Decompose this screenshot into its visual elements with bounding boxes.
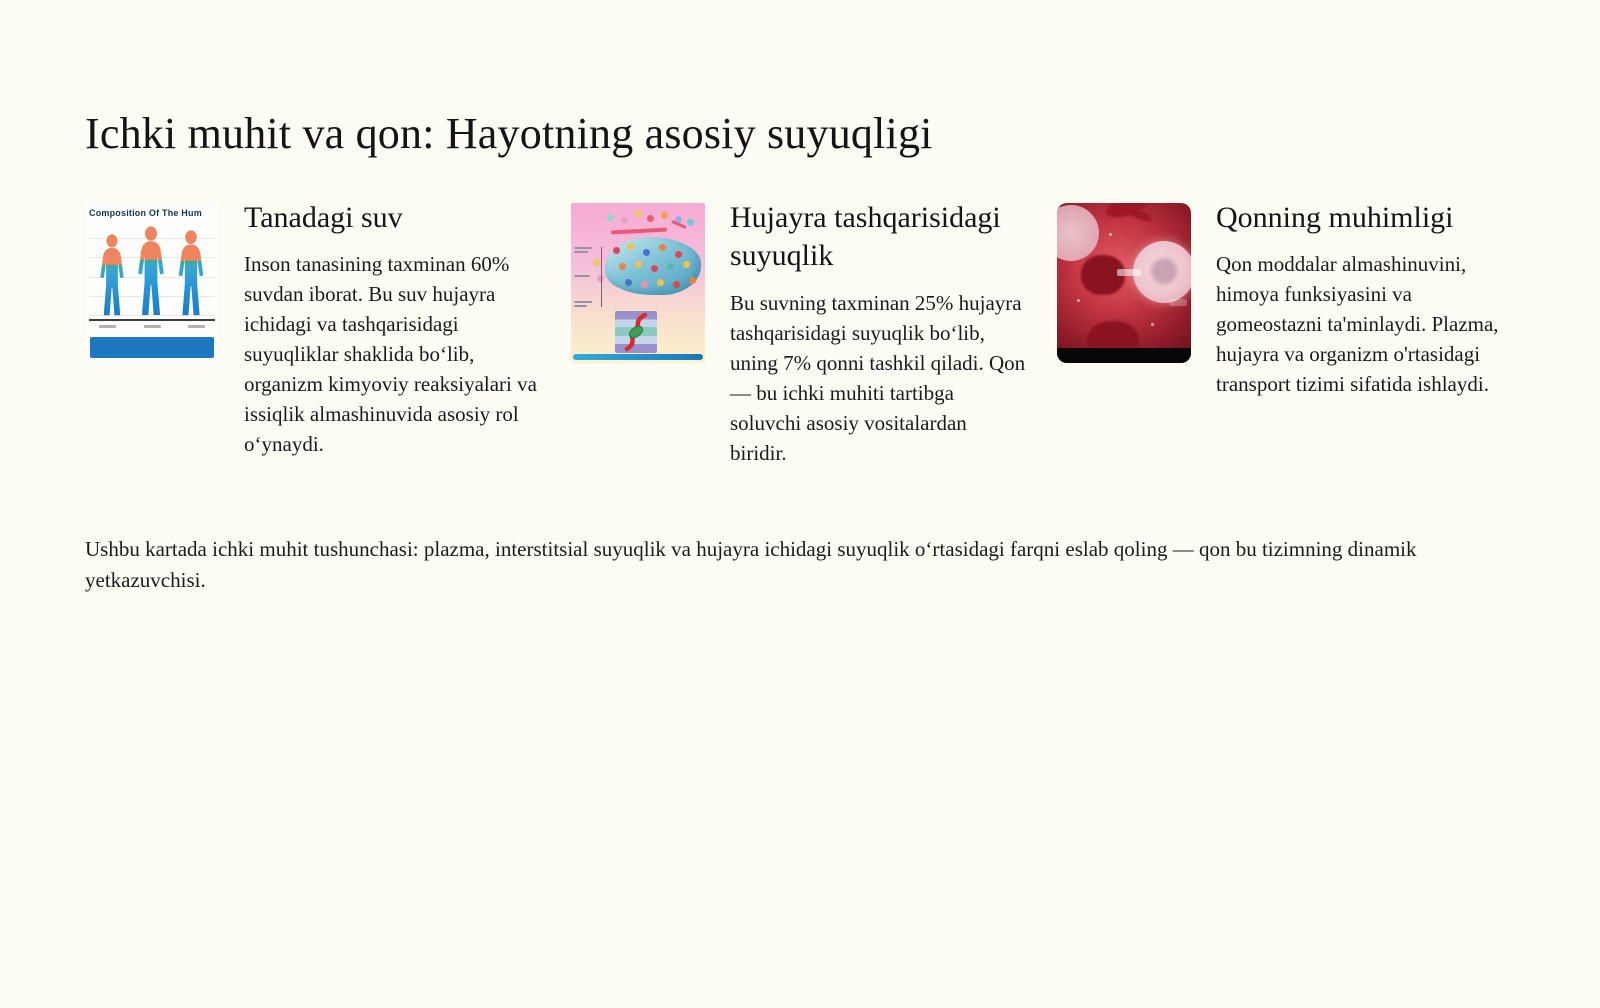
body-water-composition-image: [85, 203, 219, 363]
card-body-text: Inson tanasining taxminan 60% suvdan iborat. Bu suv hujayra ichidagi va tashqarisidagi suyuqliklar shaklida bo‘lib, organizm kimyoviy reaksiyalari va issiqlik almashinuvida asosiy rol o‘ynaydi.: [244, 252, 537, 457]
diagram-leader-line: [601, 247, 602, 307]
diagram-label: [574, 247, 592, 255]
channel-protein-icon: [615, 311, 657, 353]
card-blood-importance: [1057, 203, 1515, 468]
page-title: Ichki muhit va qon: Hayotning asosiy suyuqligi: [85, 109, 933, 158]
infographic-legend-bar: [90, 337, 214, 358]
membrane-blob: [605, 237, 701, 295]
red-blood-cells-image: [1057, 203, 1191, 363]
blood-cell: [1057, 205, 1099, 261]
card-row: [85, 203, 1515, 468]
diagram-footer-strip: [573, 354, 703, 360]
blood-cell: [1133, 241, 1191, 303]
image-letterbox-bar: [1057, 348, 1191, 363]
diagram-label: [574, 275, 592, 279]
footer-note: Ushbu kartada ichki muhit tushunchasi: plazma, interstitsial suyuqlik va hujayra ichidagi suyuqlik o‘rtasidagi farqni eslab qoling — qon bu tizimning dinamik yetkazuvchisi.: [85, 536, 1417, 592]
card-extracellular-fluid: [571, 203, 1029, 468]
infographic-chart-area: [89, 220, 215, 318]
card-body-text: Qon moddalar almashinuvini, himoya funksiyasini va gomeostazni ta'minlaydi. Plazma, hujayra va organizm o'rtasidagi transport tizimi sifatida ishlaydi.: [1216, 252, 1499, 397]
human-figure-icon: [173, 230, 209, 318]
channel-protein-inset: [615, 311, 657, 353]
diagram-label: [574, 301, 592, 309]
human-figure-icon: [95, 234, 129, 318]
cell-membrane-diagram-image: [571, 203, 705, 363]
human-figure-icon: [132, 226, 170, 318]
card-heading: Qonning muhimligi: [1216, 201, 1454, 234]
infographic-tick-labels: [85, 321, 219, 328]
card-body-water: [85, 203, 543, 468]
flashcard-page: [0, 108, 1600, 596]
infographic-caption: Composition Of The Hum: [89, 208, 202, 218]
card-heading: Hujayra tashqarisidagi suyuqlik: [730, 201, 1001, 273]
card-body-text: Bu suvning taxminan 25% hujayra tashqarisidagi suyuqlik bo‘lib, uning 7% qonni tashkil qiladi. Qon — bu ichki muhiti tartibga soluvchi asosiy vositalardan biridir.: [730, 290, 1026, 465]
card-heading: Tanadagi suv: [244, 201, 403, 234]
